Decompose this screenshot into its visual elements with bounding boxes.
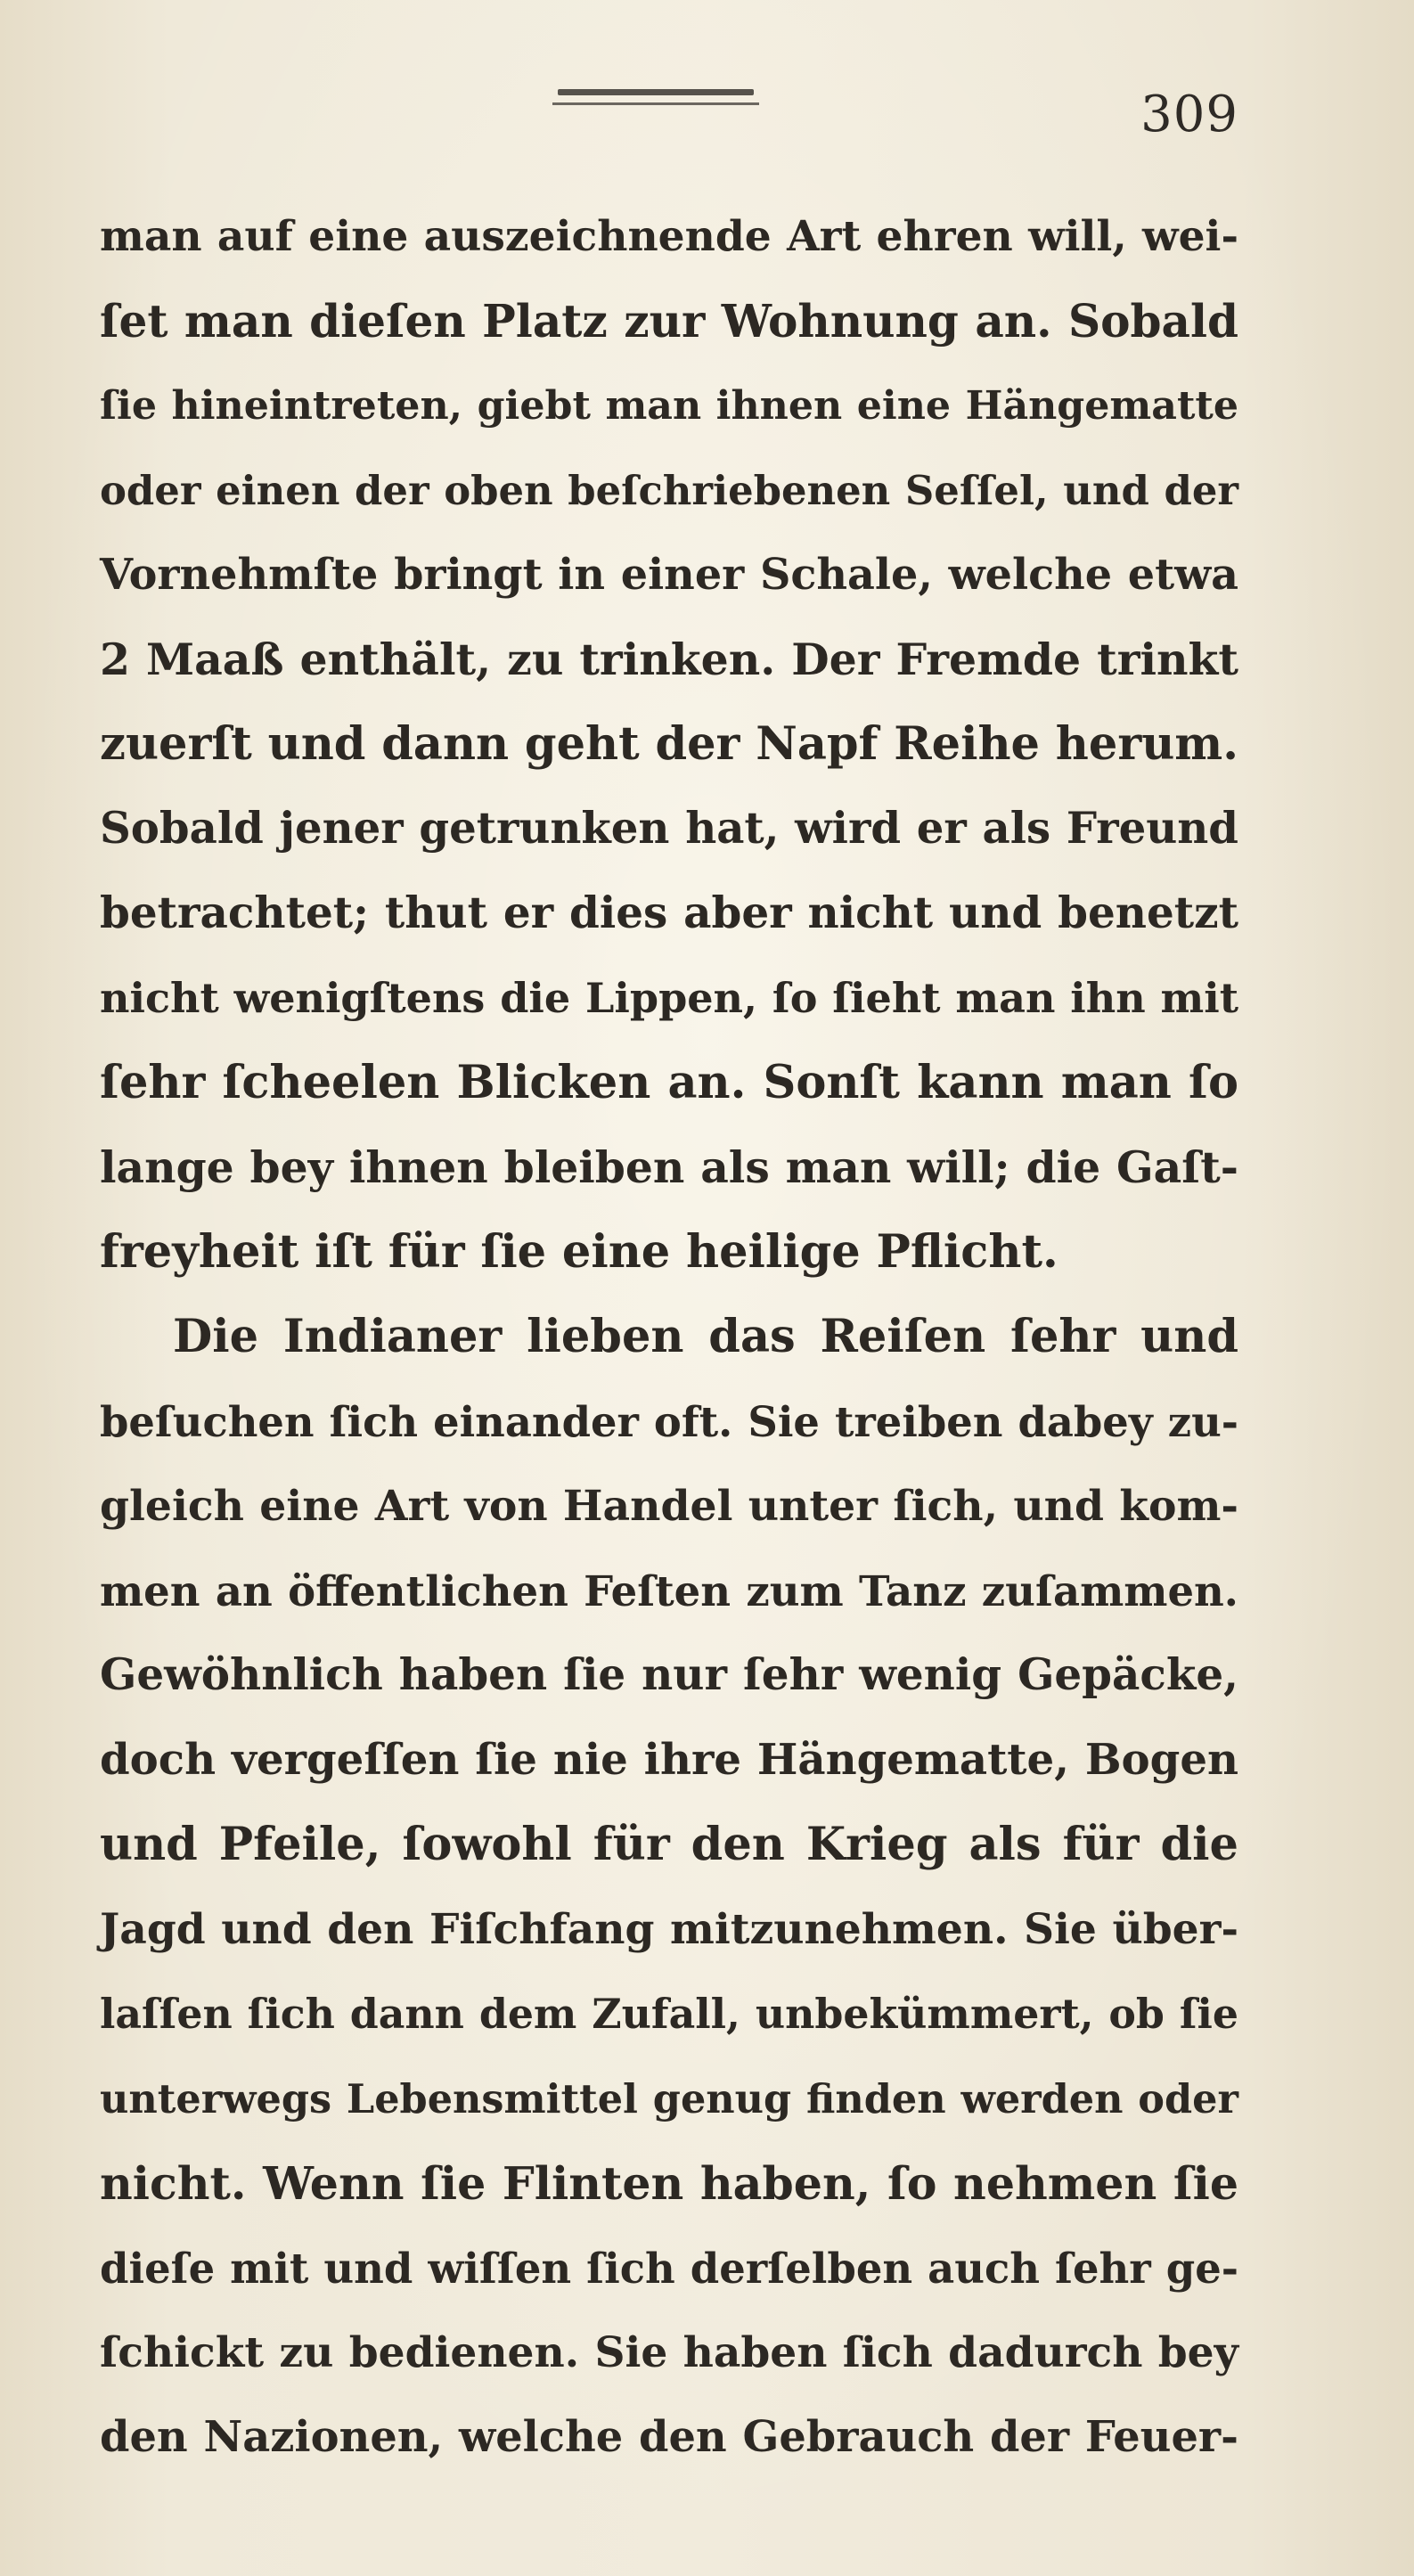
text-line: 2 Maaß enthält, zu trinken. Der Fremde trinkt	[100, 634, 1238, 685]
text-line: freyheit iſt für ſie eine heilige Pflicht.	[100, 1225, 1058, 1279]
text-line: man auf eine auszeichnende Art ehren will, wei-	[100, 212, 1238, 261]
body-text	[100, 194, 1238, 2480]
header-rule-thin	[552, 102, 759, 105]
text-line: betrachtet; thut er dies aber nicht und benetzt	[100, 888, 1238, 938]
text-line: ſchickt zu bedienen. Sie haben ſich dadurch bey	[100, 2328, 1238, 2377]
text-line: dieſe mit und wiſſen ſich derſelben auch ſehr ge-	[100, 2244, 1238, 2293]
text-line: oder einen der oben beſchriebenen Seſſel, und der	[100, 467, 1238, 514]
text-line: zuerſt und dann geht der Napf Reihe herum.	[100, 717, 1238, 771]
text-line: laſſen ſich dann dem Zufall, unbekümmert, ob ſie	[100, 1990, 1238, 2038]
text-line: Jagd und den Fiſchfang mitzunehmen. Sie über-	[100, 1905, 1238, 1954]
text-line: ſet man dieſen Platz zur Wohnung an. Sobald	[100, 295, 1238, 348]
page-number: 309	[1140, 86, 1238, 143]
text-line: nicht wenigſtens die Lippen, ſo ſieht man ihn mit	[100, 974, 1238, 1022]
text-line: beſuchen ſich einander oft. Sie treiben dabey zu-	[100, 1397, 1238, 1446]
text-line: unterwegs Lebensmittel genug finden werden oder	[100, 2075, 1238, 2122]
text-line: und Pfeile, ſowohl für den Krieg als für die	[100, 1818, 1238, 1871]
header-ornament-rule	[552, 86, 759, 105]
text-line: doch vergeſſen ſie nie ihre Hängematte, Bogen	[100, 1735, 1238, 1785]
text-line: ſie hineintreten, giebt man ihnen eine Hängematte	[100, 382, 1238, 429]
text-line: ſehr ſcheelen Blicken an. Sonſt kann man ſo	[100, 1056, 1238, 1109]
text-line: Die Indianer lieben das Reiſen ſehr und	[173, 1310, 1238, 1363]
text-line: gleich eine Art von Handel unter ſich, und kom-	[100, 1482, 1238, 1531]
text-line: Sobald jener getrunken hat, wird er als Freund	[100, 804, 1238, 854]
text-line: lange bey ihnen bleiben als man will; die Gaſt-	[100, 1141, 1238, 1193]
text-line: men an öffentlichen Feſten zum Tanz zuſammen.	[100, 1566, 1238, 1615]
text-line: Gewöhnlich haben ſie nur ſehr wenig Gepäcke,	[100, 1650, 1238, 1700]
text-line: Vornehmſte bringt in einer Schale, welche etwa	[100, 550, 1238, 600]
text-line: nicht. Wenn ſie Flinten haben, ſo nehmen ſie	[100, 2156, 1238, 2210]
text-line: den Nazionen, welche den Gebrauch der Feuer-	[100, 2412, 1238, 2462]
header-rule-thick	[558, 89, 754, 95]
